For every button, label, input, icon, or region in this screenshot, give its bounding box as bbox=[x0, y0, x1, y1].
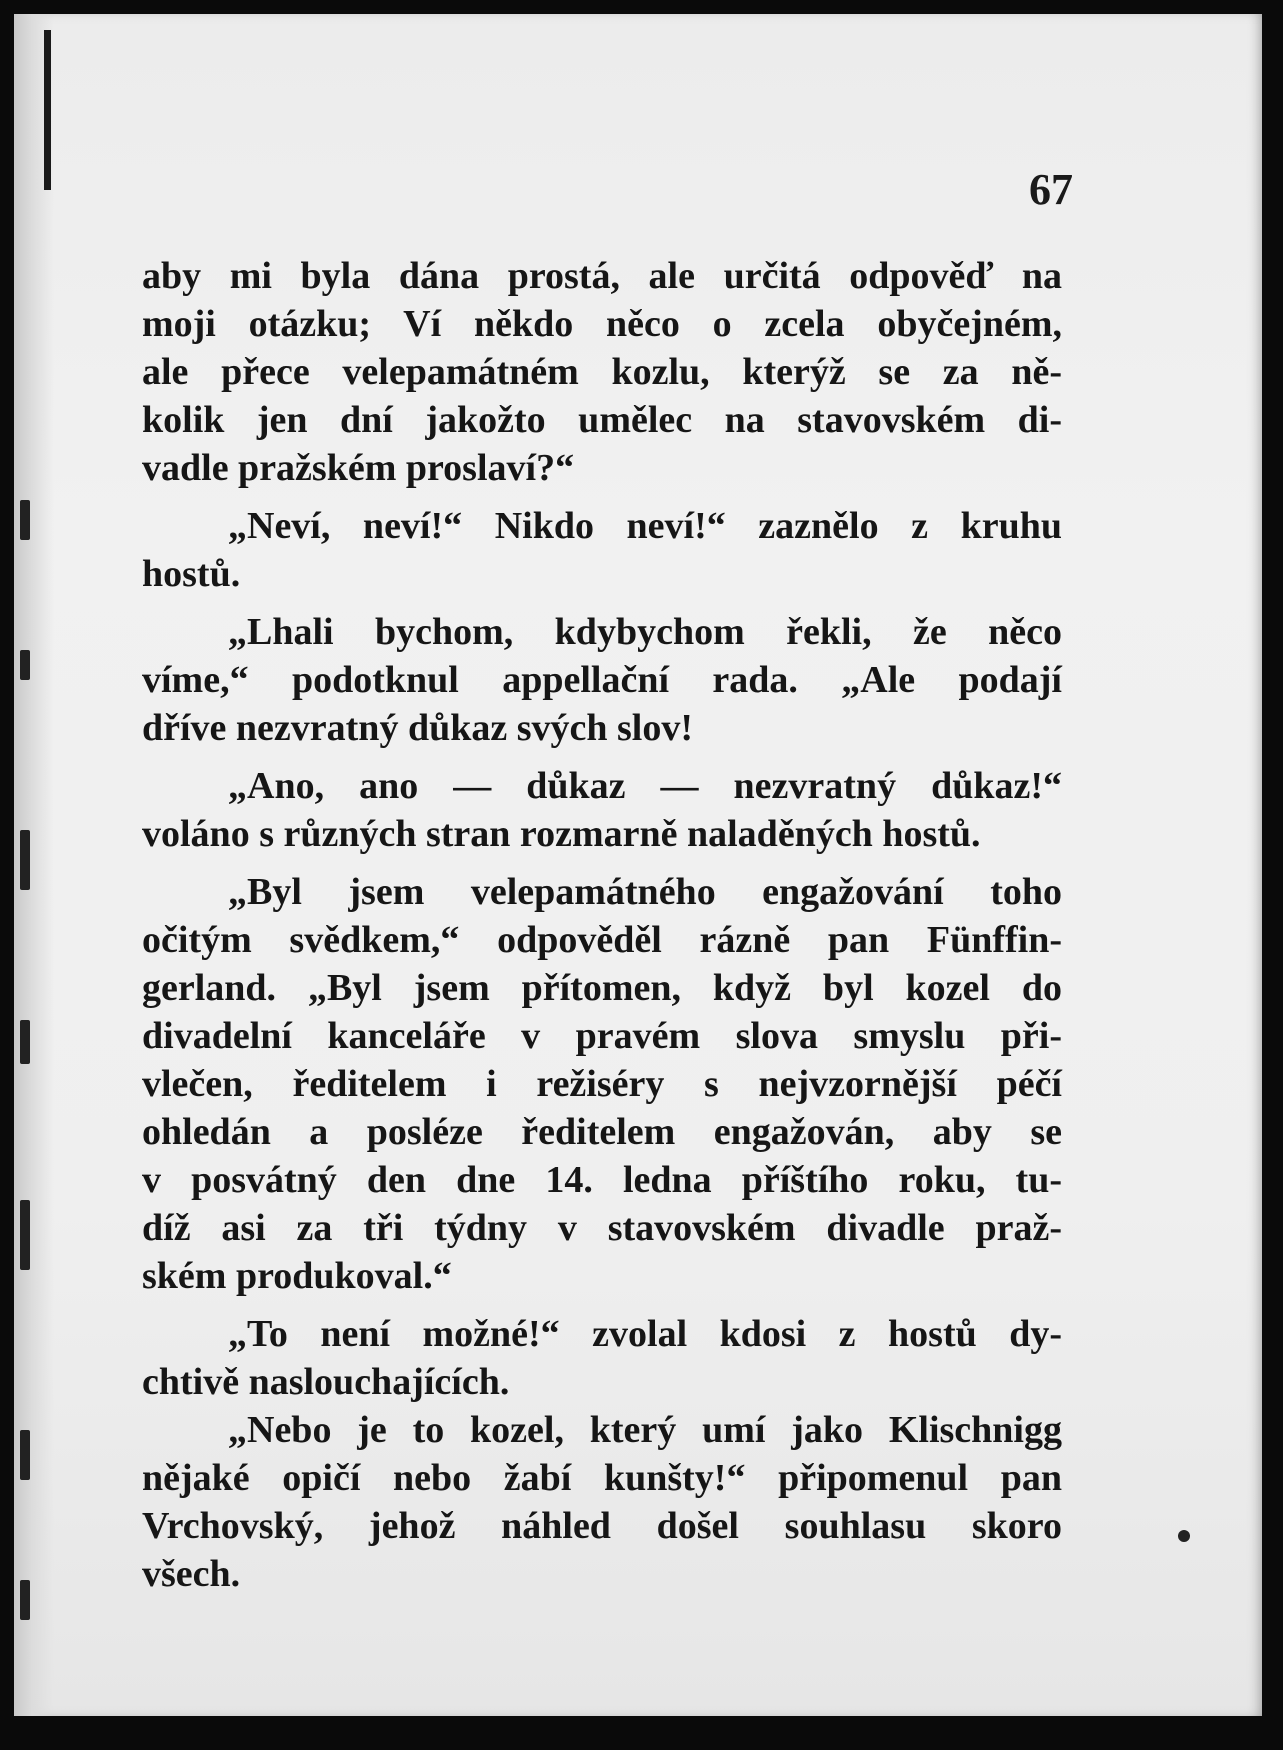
text-line: kolik jen dní jakožto umělec na stavovském di- bbox=[142, 399, 1062, 441]
text-line: aby mi byla dána prostá, ale určitá odpověď na bbox=[142, 255, 1062, 297]
text-line: dříve nezvratný důkaz svých slov! bbox=[142, 707, 693, 749]
text-line: nějaké opičí nebo žabí kunšty!“ připomenul pan bbox=[142, 1457, 1062, 1499]
text-line: chtivě naslouchajících. bbox=[142, 1361, 510, 1403]
text-line: „Neví, neví!“ Nikdo neví!“ zaznělo z kruhu bbox=[228, 505, 1062, 547]
spine-edge-mark bbox=[44, 30, 51, 190]
text-line: gerland. „Byl jsem přítomen, když byl kozel do bbox=[142, 967, 1062, 1009]
text-line: divadelní kanceláře v pravém slova smyslu při- bbox=[142, 1015, 1062, 1057]
text-line: vlečen, ředitelem i režiséry s nejvzornější péčí bbox=[142, 1063, 1062, 1105]
text-line: očitým svědkem,“ odpověděl rázně pan Fünffin- bbox=[142, 919, 1062, 961]
text-line: všech. bbox=[142, 1553, 241, 1595]
text-line: Vrchovský, jehož náhled došel souhlasu skoro bbox=[142, 1505, 1062, 1547]
text-line: „To není možné!“ zvolal kdosi z hostů dy- bbox=[228, 1313, 1062, 1355]
text-line: vadle pražském proslaví?“ bbox=[142, 447, 575, 489]
text-line: ohledán a posléze ředitelem engažován, aby se bbox=[142, 1111, 1062, 1153]
page-number: 67 bbox=[1029, 165, 1073, 214]
body-text bbox=[142, 252, 1062, 1598]
text-line: ale přece velepamátném kozlu, kterýž se za ně- bbox=[142, 351, 1062, 393]
text-line: díž asi za tři týdny v stavovském divadle praž- bbox=[142, 1207, 1062, 1249]
text-line: „Lhali bychom, kdybychom řekli, že něco bbox=[228, 611, 1062, 653]
text-line: „Byl jsem velepamátného engažování toho bbox=[228, 871, 1062, 913]
page-edge-marks bbox=[20, 500, 38, 1700]
text-line: v posvátný den dne 14. ledna příštího roku, tu- bbox=[142, 1159, 1062, 1201]
text-line: hostů. bbox=[142, 553, 241, 595]
text-line: „Nebo je to kozel, který umí jako Klischnigg bbox=[228, 1409, 1062, 1451]
text-line: ském produkoval.“ bbox=[142, 1255, 452, 1297]
text-line: voláno s různých stran rozmarně naladěných hostů. bbox=[142, 813, 981, 855]
text-line: „Ano, ano — důkaz — nezvratný důkaz!“ bbox=[228, 765, 1062, 807]
ink-speck bbox=[1178, 1530, 1190, 1542]
text-line: moji otázku; Ví někdo něco o zcela obyčejném, bbox=[142, 303, 1062, 345]
text-line: víme,“ podotknul appellační rada. „Ale podají bbox=[142, 659, 1062, 701]
